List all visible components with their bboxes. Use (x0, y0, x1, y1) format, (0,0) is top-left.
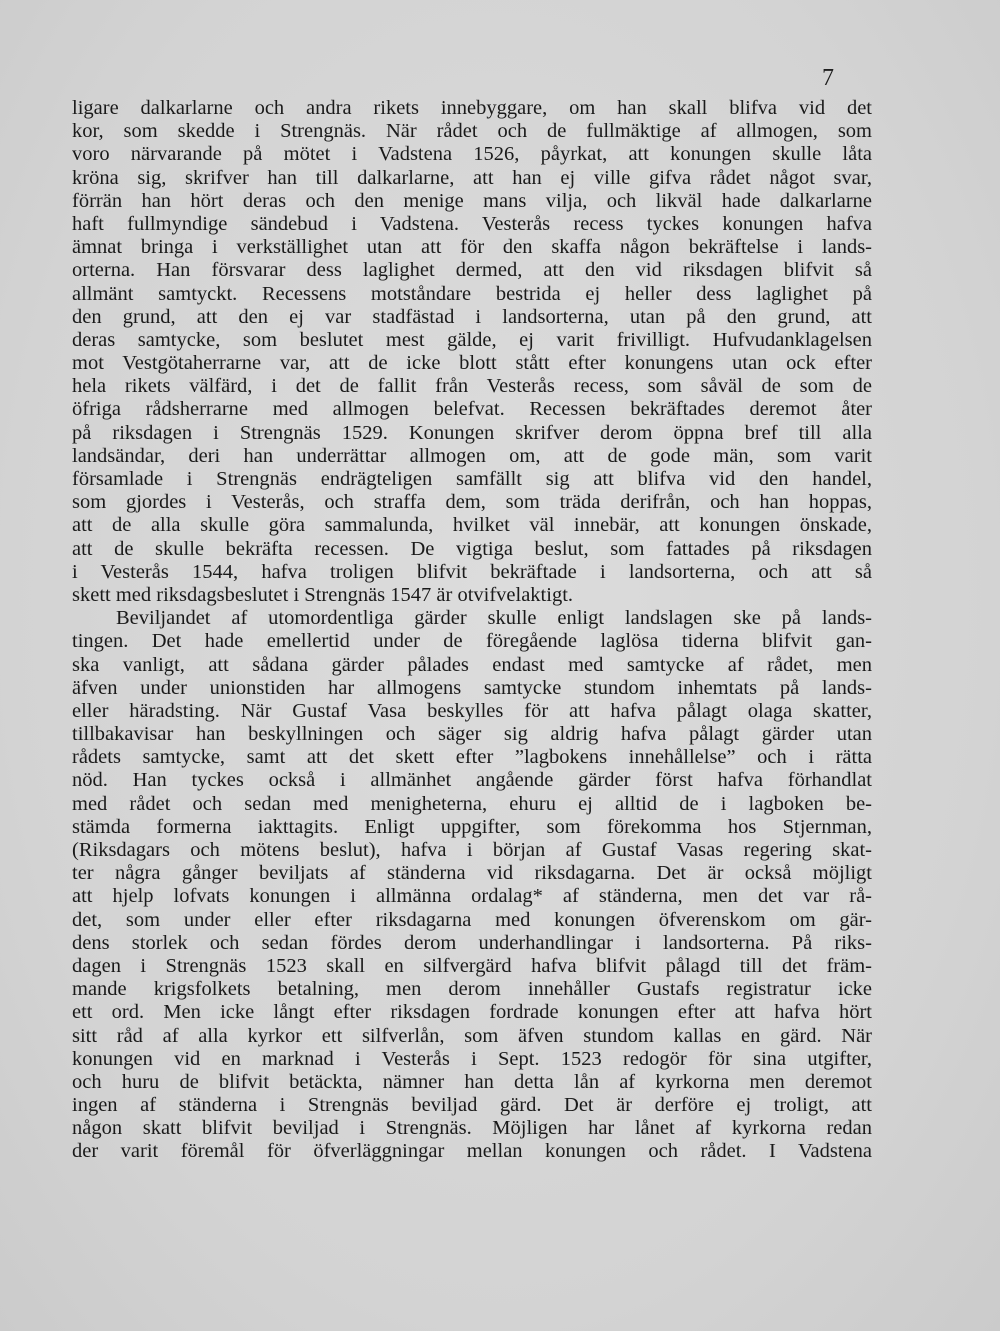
text-line: stämda formerna iakttagits. Enligt uppgifter, som förekomma hos Stjernman, (72, 815, 872, 838)
text-line: kröna sig, skrifver han till dalkarlarne, att han ej ville gifva rådet något svar, (72, 166, 872, 189)
text-line: landsändar, deri han underrättar allmogen om, att de gode män, som varit (72, 444, 872, 467)
text-line: förrän han hört deras och den menige mans vilja, och likväl hade dalkarlarne (72, 189, 872, 212)
text-line: deras samtycke, som beslutet mest gälde, ej varit frivilligt. Hufvudanklagelsen (72, 328, 872, 351)
text-line: mande krigsfolkets betalning, men derom innehåller Gustafs registratur icke (72, 978, 872, 1001)
text-line: skett med riksdagsbeslutet i Strengnäs 1547 är otvifvelaktigt. (72, 583, 574, 606)
text-line: rådets samtycke, samt att det skett efter ”lagbokens innehållelse” och i rätta (72, 746, 872, 769)
text-line: haft fullmyndige sändebud i Vadstena. Vesterås recess tyckes konungen hafva (72, 212, 872, 235)
text-line: ska vanligt, att sådana gärder pålades endast med samtycke af rådet, men (72, 653, 872, 676)
body-text (72, 97, 872, 1164)
text-line: kor, som skedde i Strengnäs. När rådet och de fullmäktige af allmogen, som (72, 120, 872, 143)
text-line: ingen af ständerna i Strengnäs beviljad gärd. Det är derföre ej troligt, att (72, 1094, 872, 1117)
text-line: der varit föremål för öfverläggningar mellan konungen och rådet. I Vadstena (72, 1140, 872, 1163)
text-line: dens storlek och sedan fördes derom underhandlingar i landsorterna. På riks- (72, 931, 872, 954)
text-line: någon skatt blifvit beviljad i Strengnäs. Möjligen har lånet af kyrkorna redan (72, 1117, 872, 1140)
text-line: eller häradsting. När Gustaf Vasa beskylles för att hafva pålagt olaga skatter, (72, 699, 872, 722)
text-line: hela rikets välfärd, i det de fallit från Vesterås recess, som såväl de som de (72, 375, 872, 398)
text-line: och huru de blifvit betäckta, nämner han detta lån af kyrkorna men deremot (72, 1070, 872, 1093)
text-line: att hjelp lofvats konungen i allmänna ordalag* af ständerna, men det var rå- (72, 885, 872, 908)
text-line: Beviljandet af utomordentliga gärder skulle enligt landslagen ske på lands- (116, 607, 872, 630)
text-line: församlade i Strengnäs endrägteligen samfällt sig att blifva vid den handel, (72, 468, 872, 490)
page-number: 7 (822, 65, 834, 91)
text-line: allmänt samtyckt. Recessens motståndare bestrida ej heller dess laglighet på (72, 282, 872, 305)
text-line: mot Vestgötaherrarne var, att de icke blott stått efter konungens utan ock efter (72, 352, 872, 375)
text-line: tingen. Det hade emellertid under de föregående laglösa tiderna blifvit gan- (72, 630, 872, 653)
text-line: med rådet och sedan med menigheterna, ehuru ej alltid de i lagboken be- (72, 792, 872, 815)
text-line: orterna. Han försvarar dess laglighet dermed, att den vid riksdagen blifvit så (72, 259, 872, 282)
text-line: på riksdagen i Strengnäs 1529. Konungen skrifver derom öppna bref till alla (72, 421, 872, 444)
text-line: öfriga rådsherrarne med allmogen belefvat. Recessen bekräftades deremot åter (72, 398, 872, 421)
text-line: tillbakavisar han beskyllningen och säger sig aldrig hafva pålagt gärder utan (72, 723, 872, 746)
text-line: ämnat bringa i verkställighet utan att för den skaffa någon bekräftelse i lands- (72, 236, 872, 259)
text-line: den grund, att den ej var stadfästad i landsorterna, utan på den grund, att (72, 305, 872, 328)
text-line: att de alla skulle göra sammalunda, hvilket väl innebär, att konungen önskade, (72, 514, 872, 537)
text-line: som gjordes i Vesterås, och straffa dem, som träda derifrån, och han hoppas, (72, 491, 872, 514)
text-line: dagen i Strengnäs 1523 skall en silfvergärd hafva blifvit pålagd till det främ- (72, 954, 872, 977)
text-line: att de skulle bekräfta recessen. De vigtiga beslut, som fattades på riksdagen (72, 537, 872, 560)
text-line: voro närvarande på mötet i Vadstena 1526, påyrkat, att konungen skulle låta (72, 143, 872, 166)
text-line: ligare dalkarlarne och andra rikets innebyggare, om han skall blifva vid det (72, 97, 872, 119)
text-line: i Vesterås 1544, hafva troligen blifvit bekräftade i landsorterna, och att så (72, 560, 872, 583)
text-line: konungen vid en marknad i Vesterås i Sept. 1523 redogör för sina utgifter, (72, 1047, 872, 1070)
text-line: nöd. Han tyckes också i allmänhet angående gärder först hafva förhandlat (72, 769, 872, 792)
text-line: det, som under eller efter riksdagarna med konungen öfverenskom om gär- (72, 908, 872, 931)
text-line: ter några gånger beviljats af ständerna vid riksdagarna. Det är också möjligt (72, 862, 872, 885)
text-line: äfven under unionstiden har allmogens samtycke stundom inhemtats på lands- (72, 676, 872, 699)
text-line: ett ord. Men icke långt efter riksdagen fordrade konungen efter att hafva hört (72, 1001, 872, 1024)
text-line: sitt råd af alla kyrkor ett silfverlån, som äfven stundom kallas en gärd. När (72, 1024, 872, 1047)
text-line: (Riksdagars och mötens beslut), hafva i början af Gustaf Vasas regering skat- (72, 839, 872, 861)
